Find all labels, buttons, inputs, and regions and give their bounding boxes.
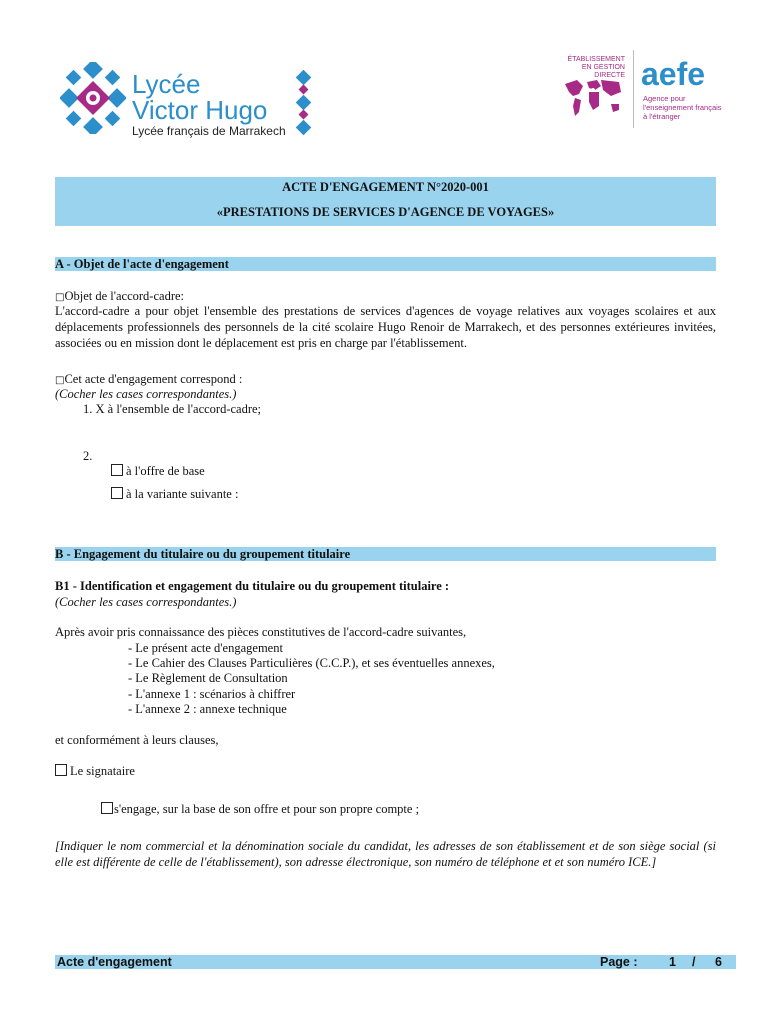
aefe-tagline-2: l'enseignement français bbox=[643, 103, 722, 112]
lycee-name-line2: Victor Hugo bbox=[132, 95, 268, 125]
piece-item: - L'annexe 1 : scénarios à chiffrer bbox=[128, 687, 296, 701]
title-line1: ACTE D'ENGAGEMENT N°2020-001 bbox=[282, 180, 489, 194]
title-line2: «PRESTATIONS DE SERVICES D'AGENCE DE VOYAGES» bbox=[216, 205, 555, 219]
document-title bbox=[55, 177, 716, 226]
objet-text: L'accord-cadre a pour objet l'ensemble des prestations de services d'agences de voyage relatives aux voyages scolaires et aux déplacements professionnels des personnels de la cité scolaire Hugo Renoir de Marrakech, et des personnes extérieures invitées, associées ou en mission dont le déplacement est pris en charge par l'établissement. bbox=[55, 304, 716, 350]
option-base-label: à l'offre de base bbox=[126, 464, 205, 478]
option-base-checkbox[interactable] bbox=[111, 464, 123, 476]
objet-label: Objet de l'accord-cadre: bbox=[64, 289, 184, 303]
option-variante-checkbox[interactable] bbox=[111, 487, 123, 499]
engage-checkbox[interactable] bbox=[101, 802, 113, 814]
signataire-label: Le signataire bbox=[70, 764, 135, 778]
aefe-tagline-1: Agence pour bbox=[643, 94, 686, 103]
option-variante-label: à la variante suivante : bbox=[126, 487, 239, 501]
aefe-wordmark: aefe bbox=[641, 56, 706, 92]
bullet-square-icon: □ bbox=[55, 292, 65, 303]
aefe-direct-line2: EN GESTION DIRECTE bbox=[581, 64, 625, 79]
aefe-direct-line1: ÉTABLISSEMENT bbox=[567, 56, 625, 63]
lycee-name-line1: Lycée bbox=[132, 69, 201, 99]
aefe-logo bbox=[555, 50, 745, 130]
option-variante-row bbox=[111, 486, 511, 502]
signataire-row bbox=[55, 763, 716, 779]
bullet-square-icon: □ bbox=[55, 375, 65, 386]
piece-item: - L'annexe 2 : annexe technique bbox=[128, 702, 287, 716]
page-label: Page : bbox=[600, 955, 638, 969]
item-2: 2. bbox=[83, 449, 93, 463]
signataire-checkbox[interactable] bbox=[55, 764, 67, 776]
section-a-heading: A - Objet de l'acte d'engagement bbox=[55, 257, 716, 271]
item-1: 1. X à l'ensemble de l'accord-cadre; bbox=[83, 402, 262, 416]
section-b-heading: B - Engagement du titulaire ou du groupement titulaire bbox=[55, 547, 716, 561]
piece-item: - Le Cahier des Clauses Particulières (C.C.P.), et ses éventuelles annexes, bbox=[128, 656, 495, 670]
lycee-emblem-icon bbox=[60, 62, 126, 134]
pieces-intro: Après avoir pris connaissance des pièces constitutives de l'accord-cadre suivantes, bbox=[55, 625, 467, 639]
engage-row bbox=[101, 801, 711, 817]
b1-heading: B1 - Identification et engagement du titulaire ou du groupement titulaire : bbox=[55, 579, 450, 593]
world-map-icon bbox=[561, 76, 625, 122]
piece-item: - Le présent acte d'engagement bbox=[128, 641, 283, 655]
aefe-divider bbox=[633, 50, 634, 128]
lycee-subtitle: Lycée français de Marrakech bbox=[132, 124, 286, 138]
option-base-row bbox=[111, 463, 511, 479]
cocher-note-b: (Cocher les cases correspondantes.) bbox=[55, 595, 237, 609]
cocher-note-a: (Cocher les cases correspondantes.) bbox=[55, 387, 237, 401]
lycee-side-ornament-icon bbox=[292, 70, 316, 136]
piece-item: - Le Règlement de Consultation bbox=[128, 671, 288, 685]
correspond-label: Cet acte d'engagement correspond : bbox=[64, 372, 243, 386]
engage-label: s'engage, sur la base de son offre et pour son propre compte ; bbox=[114, 802, 420, 816]
page-total: 6 bbox=[715, 955, 722, 969]
aefe-tagline-3: à l'étranger bbox=[643, 112, 681, 121]
conformement-text: et conformément à leurs clauses, bbox=[55, 733, 219, 747]
lycee-logo bbox=[60, 60, 320, 140]
page-footer bbox=[55, 955, 736, 969]
instruction-note: [Indiquer le nom commercial et la dénomination sociale du candidat, les adresses de son établissement et de son siège social (si elle est différente de celle de l'établissement), son adresse électronique, son numéro de téléphone et et son numéro ICE.] bbox=[55, 839, 716, 869]
page-separator: / bbox=[692, 955, 696, 969]
footer-label: Acte d'engagement bbox=[57, 955, 172, 969]
page-number: 1 bbox=[669, 955, 676, 969]
